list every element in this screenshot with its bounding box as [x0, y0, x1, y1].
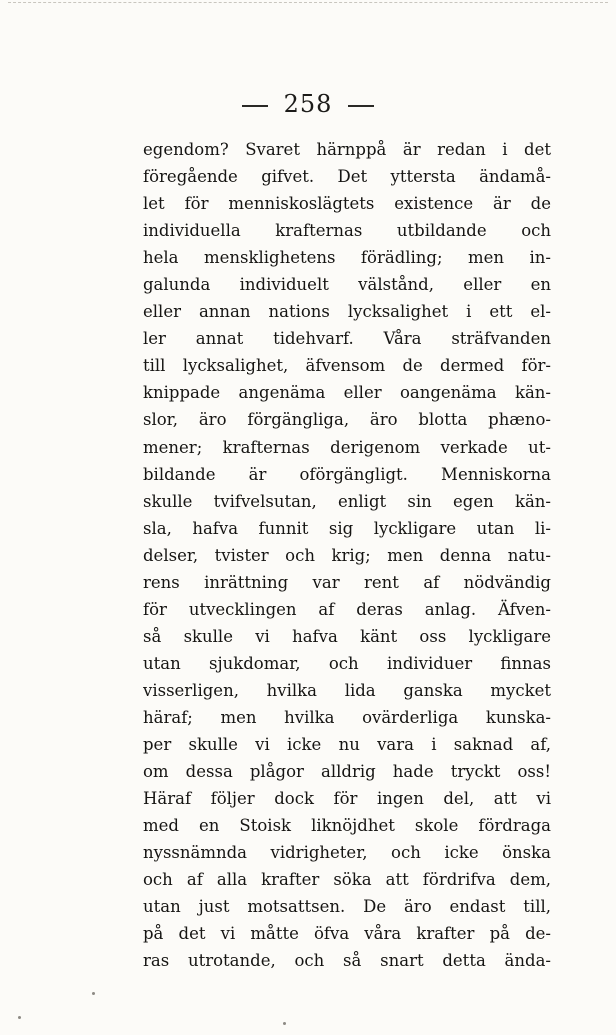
- text-line: mener; krafternas derigenom verkade ut-: [143, 437, 551, 457]
- text-line: för utvecklingen af deras anlag. Äfven-: [143, 599, 551, 619]
- text-line: och af alla krafter söka att fördrifva dem,: [143, 870, 551, 890]
- text-line: knippade angenäma eller oangenäma kän-: [143, 383, 551, 403]
- text-line: utan sjukdomar, och individuer finnas: [143, 653, 551, 673]
- folio-dash-left: [242, 105, 268, 107]
- page-number-header: [0, 90, 616, 118]
- text-line: individuella krafternas utbildande och: [143, 221, 551, 241]
- text-line: ras utrotande, och så snart detta ända-: [143, 951, 551, 971]
- text-line: utan just motsattsen. De äro endast till,: [143, 897, 551, 917]
- text-line: egendom? Svaret härnppå är redan i det: [143, 140, 551, 159]
- body-text: [143, 136, 551, 974]
- text-line: häraf; men hvilka ovärderliga kunska-: [143, 707, 551, 727]
- text-line: föregående gifvet. Det yttersta ändamå-: [143, 167, 551, 187]
- text-line: så skulle vi hafva känt oss lyckligare: [143, 626, 551, 646]
- text-line: galunda individuelt välstånd, eller en: [143, 275, 551, 295]
- text-line: eller annan nations lycksalighet i ett el-: [143, 302, 551, 322]
- text-line: till lycksalighet, äfvensom de dermed för-: [143, 356, 551, 376]
- text-line: nyssnämnda vidrigheter, och icke önska: [143, 843, 551, 863]
- text-line: sla, hafva funnit sig lyckligare utan li-: [143, 518, 551, 538]
- text-line: om dessa plågor alldrig hade tryckt oss!: [143, 762, 551, 782]
- text-line: rens inrättning var rent af nödvändig: [143, 572, 551, 592]
- page-top-edge: [8, 2, 608, 3]
- text-line: visserligen, hvilka lida ganska mycket: [143, 680, 551, 700]
- text-line: hela mensklighetens förädling; men in-: [143, 248, 551, 268]
- text-line: slor, äro förgängliga, äro blotta phæno-: [143, 410, 551, 430]
- paper-speck: [18, 1016, 21, 1019]
- text-line: med en Stoisk liknöjdhet skole fördraga: [143, 816, 551, 836]
- text-line: ler annat tidehvarf. Våra sträfvanden: [143, 329, 551, 349]
- text-line: skulle tvifvelsutan, enligt sin egen kän-: [143, 491, 551, 511]
- paper-speck: [283, 1022, 286, 1025]
- text-line: Häraf följer dock för ingen del, att vi: [143, 789, 551, 809]
- text-line: per skulle vi icke nu vara i saknad af,: [143, 735, 551, 755]
- text-line: delser, tvister och krig; men denna natu-: [143, 545, 551, 565]
- text-line: let för menniskoslägtets existence är de: [143, 194, 551, 214]
- folio-dash-right: [348, 105, 374, 107]
- text-line: på det vi måtte öfva våra krafter på de-: [143, 924, 551, 944]
- text-line: bildande är oförgängligt. Menniskorna: [143, 464, 551, 484]
- page-number: 258: [283, 90, 333, 118]
- paper-speck: [92, 992, 95, 995]
